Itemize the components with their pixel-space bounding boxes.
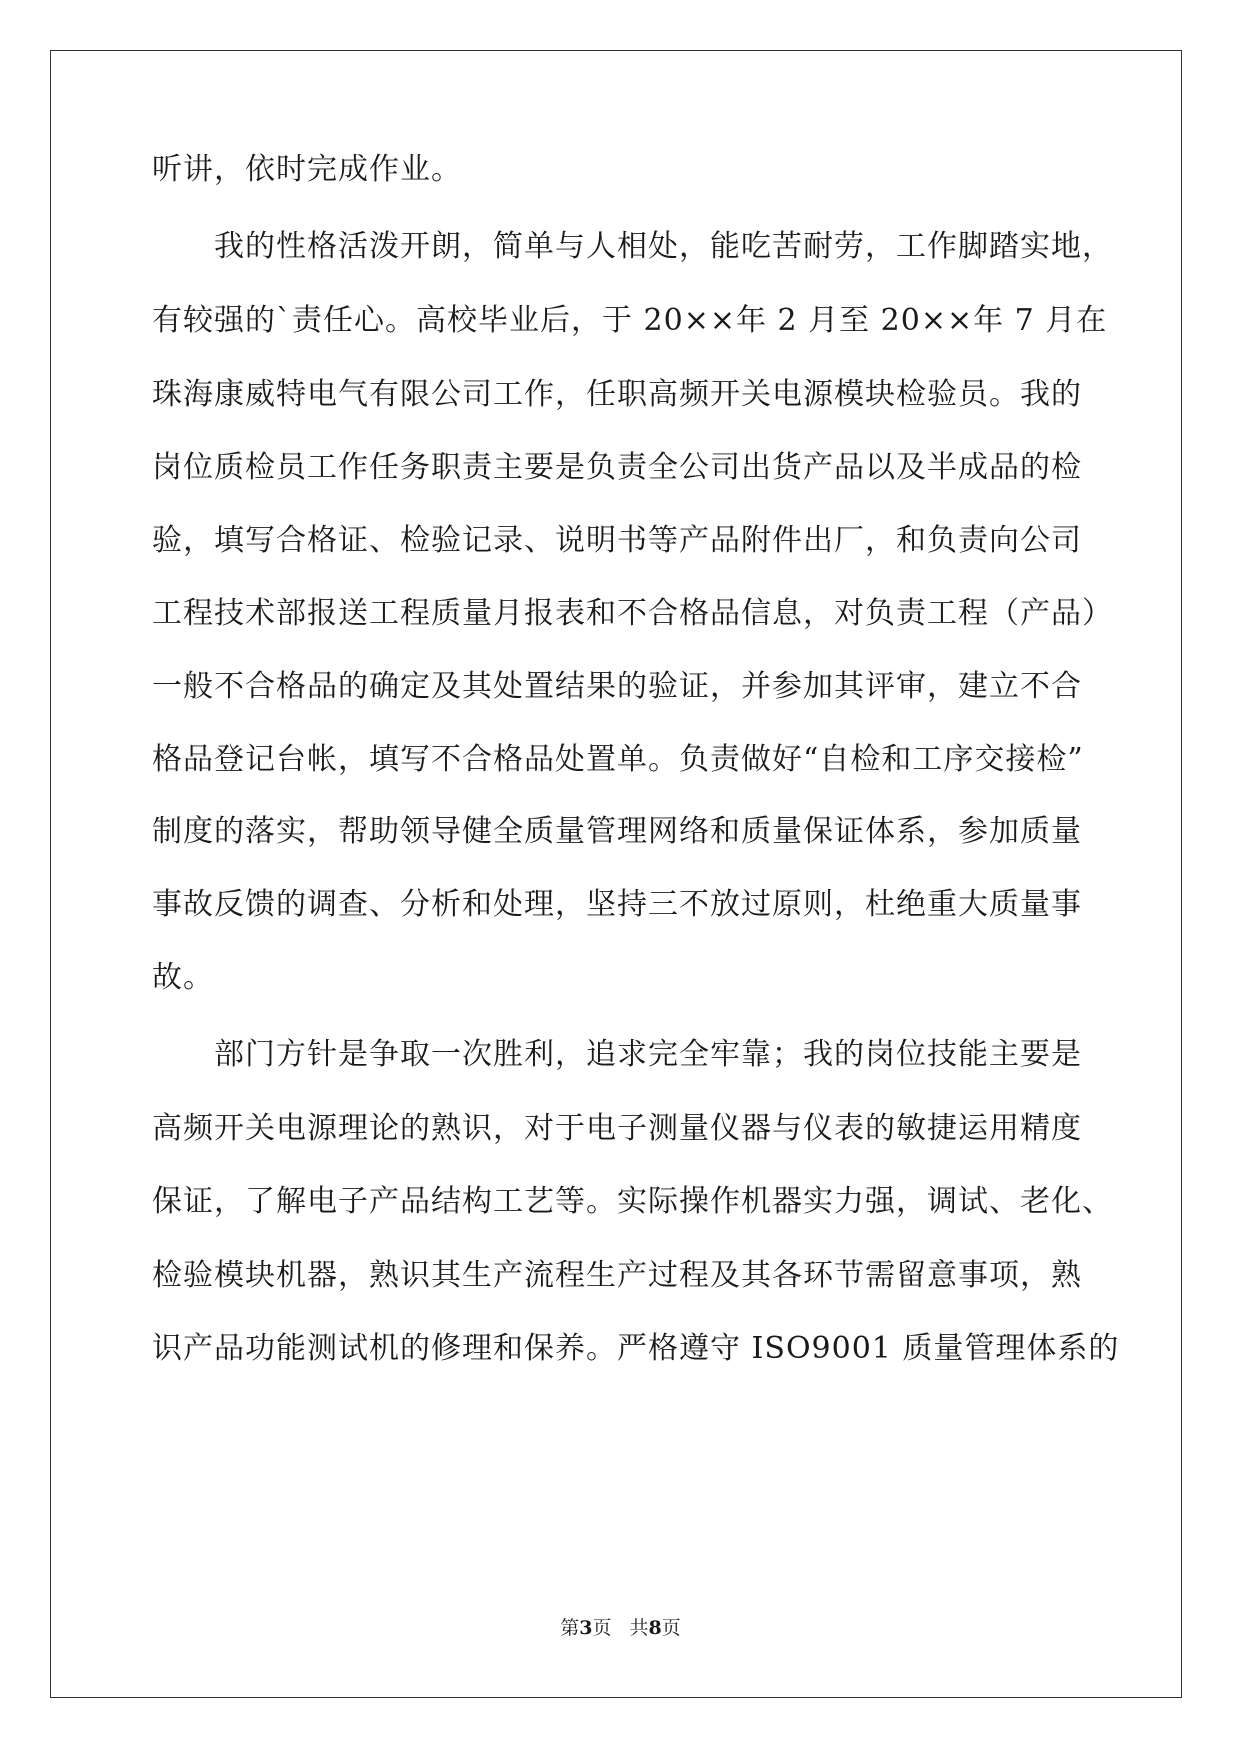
- total-page-number: 8: [648, 1617, 662, 1639]
- text-line: 工程技术部报送工程质量月报表和不合格品信息，对负责工程（产品）: [152, 596, 1113, 631]
- page-suffix: 页: [592, 1617, 612, 1639]
- text-line: 制度的落实，帮助领导健全质量管理网络和质量保证体系，参加质量: [152, 814, 1082, 849]
- text-line: 格品登记台帐，填写不合格品处置单。负责做好“自检和工序交接检”: [152, 742, 1084, 777]
- text-line: 有较强的`责任心。高校毕业后，于 20××年 2 月至 20××年 7 月在: [152, 303, 1108, 338]
- text-line: 一般不合格品的确定及其处置结果的验证，并参加其评审，建立不合: [152, 669, 1082, 704]
- text-line: 故。: [152, 960, 214, 995]
- current-page-number: 3: [579, 1617, 593, 1639]
- total-suffix: 页: [661, 1617, 681, 1639]
- text-line: 检验模块机器，熟识其生产流程生产过程及其各环节需留意事项，熟: [152, 1258, 1082, 1293]
- text-line: 识产品功能测试机的修理和保养。严格遵守 ISO9001 质量管理体系的: [152, 1331, 1120, 1366]
- text-line: 珠海康威特电气有限公司工作，任职高频开关电源模块检验员。我的: [152, 377, 1082, 412]
- text-line: 验，填写合格证、检验记录、说明书等产品附件出厂，和负责向公司: [152, 523, 1082, 558]
- text-line: 保证，了解电子产品结构工艺等。实际操作机器实力强，调试、老化、: [152, 1184, 1113, 1219]
- paragraph-start-line: 我的性格活泼开朗，简单与人相处，能吃苦耐劳，工作脚踏实地，: [214, 229, 1113, 264]
- page-prefix: 第: [560, 1617, 580, 1639]
- total-prefix: 共: [629, 1617, 649, 1639]
- text-line: 岗位质检员工作任务职责主要是负责全公司出货产品以及半成品的检: [152, 450, 1082, 485]
- page-footer: [0, 1616, 1241, 1640]
- text-line: 高频开关电源理论的熟识，对于电子测量仪器与仪表的敏捷运用精度: [152, 1111, 1082, 1146]
- text-line: 事故反馈的调查、分析和处理，坚持三不放过原则，杜绝重大质量事: [152, 887, 1082, 922]
- paragraph-start-line: 部门方针是争取一次胜利，追求完全牢靠；我的岗位技能主要是: [214, 1037, 1082, 1072]
- text-line: 听讲，依时完成作业。: [152, 152, 462, 187]
- page-border: [50, 50, 1182, 1698]
